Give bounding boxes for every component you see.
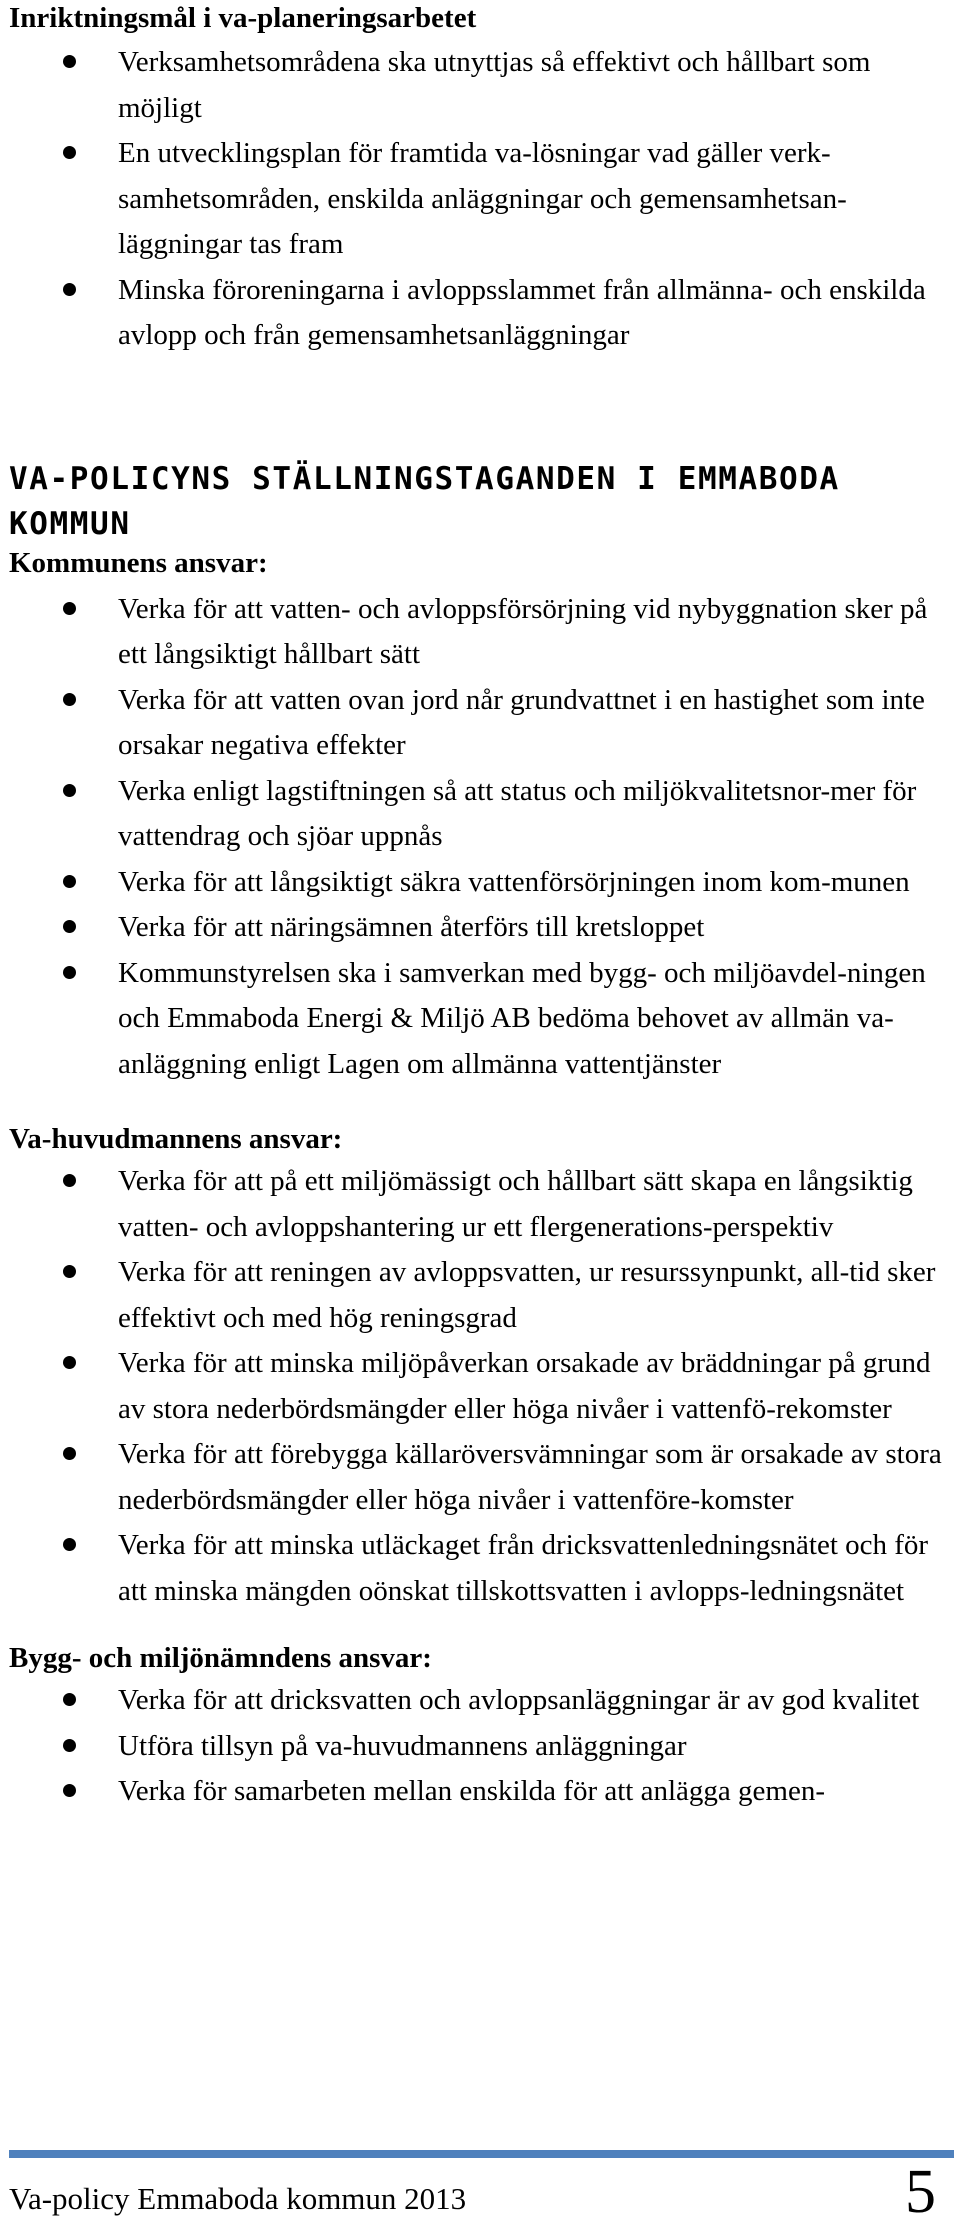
policy-title: VA-POLICYNS STÄLLNINGSTAGANDEN I EMMABODA KOMMUN (9, 460, 840, 542)
bullet-icon (63, 784, 76, 797)
bullet-icon (63, 875, 76, 888)
bullet-icon (63, 966, 76, 979)
list-item: Verka för att på ett miljömässigt och hållbart sätt skapa en långsiktig vatten- och avloppshantering ur ett flergenerations-perspektiv (9, 1159, 954, 1250)
list-item: Verka för att vatten- och avloppsförsörjning vid nybyggnation sker på ett långsiktigt hållbart sätt (9, 587, 954, 678)
building-section (9, 1638, 954, 1815)
bullet-icon (63, 1739, 76, 1752)
goals-section (9, 0, 954, 359)
bullet-icon (63, 1447, 76, 1460)
list-item: Minska föroreningarna i avloppsslammet från allmänna- och enskilda avlopp och från gemensamhetsanläggningar (9, 268, 954, 359)
list-item: Verka för att dricksvatten och avloppsanläggningar är av god kvalitet (9, 1678, 954, 1724)
list-item: Verka för att minska utläckaget från dricksvattenledningsnätet och för att minska mängden oönskat tillskottsvatten i avlopps-ledningsnätet (9, 1523, 954, 1614)
municipality-section (9, 547, 954, 1088)
bullet-icon (63, 1538, 76, 1551)
list-item: Verka för att långsiktigt säkra vattenförsörjningen inom kom-munen (9, 860, 954, 906)
principal-section (9, 1119, 954, 1614)
bullet-icon (63, 602, 76, 615)
bullet-icon (63, 693, 76, 706)
list-item: Verka för att minska miljöpåverkan orsakade av bräddningar på grund av stora nederbördsmängder eller höga nivåer i vattenfö-rekomster (9, 1341, 954, 1432)
footer-rule (9, 2150, 954, 2158)
bullet-icon (63, 55, 76, 68)
page-number: 5 (905, 2158, 936, 2226)
bullet-icon (63, 283, 76, 296)
document-page (9, 0, 954, 1815)
list-item: Kommunstyrelsen ska i samverkan med bygg- och miljöavdel-ningen och Emmaboda Energi & Miljö AB bedöma behovet av allmän va-anläggning enligt Lagen om allmänna vattentjänster (9, 951, 954, 1088)
bullet-icon (63, 1174, 76, 1187)
building-heading: Bygg- och miljönämndens ansvar: (9, 1642, 432, 1674)
building-list (9, 1678, 954, 1815)
bullet-icon (63, 1693, 76, 1706)
list-item: Verka för att näringsämnen återförs till kretsloppet (9, 905, 954, 951)
bullet-icon (63, 1265, 76, 1278)
goals-heading: Inriktningsmål i va-planeringsarbetet (9, 2, 477, 34)
municipality-list (9, 587, 954, 1088)
list-item: Verksamhetsområdena ska utnyttjas så effektivt och hållbart som möjligt (9, 40, 954, 131)
bullet-icon (63, 920, 76, 933)
principal-heading: Va-huvudmannens ansvar: (9, 1123, 343, 1155)
municipality-heading: Kommunens ansvar: (9, 546, 268, 579)
goals-list (9, 40, 954, 359)
bullet-icon (63, 1784, 76, 1797)
bullet-icon (63, 1356, 76, 1369)
bullet-icon (63, 146, 76, 159)
list-item: Verka för samarbeten mellan enskilda för att anlägga gemen- (9, 1769, 954, 1815)
principal-list (9, 1159, 954, 1614)
list-item: Utföra tillsyn på va-huvudmannens anläggningar (9, 1724, 954, 1770)
footer-text: Va-policy Emmaboda kommun 2013 (9, 2181, 467, 2216)
list-item: Verka enligt lagstiftningen så att status och miljökvalitetsnor-mer för vattendrag och sjöar uppnås (9, 769, 954, 860)
list-item: Verka för att reningen av avloppsvatten, ur resurssynpunkt, all-tid sker effektivt och med hög reningsgrad (9, 1250, 954, 1341)
list-item: Verka för att förebygga källaröversvämningar som är orsakade av stora nederbördsmängder eller höga nivåer i vattenföre-komster (9, 1432, 954, 1523)
list-item: Verka för att vatten ovan jord når grundvattnet i en hastighet som inte orsakar negativa effekter (9, 678, 954, 769)
list-item: En utvecklingsplan för framtida va-lösningar vad gäller verk-samhetsområden, enskilda anläggningar och gemensamhetsan-läggningar tas fram (9, 131, 954, 268)
